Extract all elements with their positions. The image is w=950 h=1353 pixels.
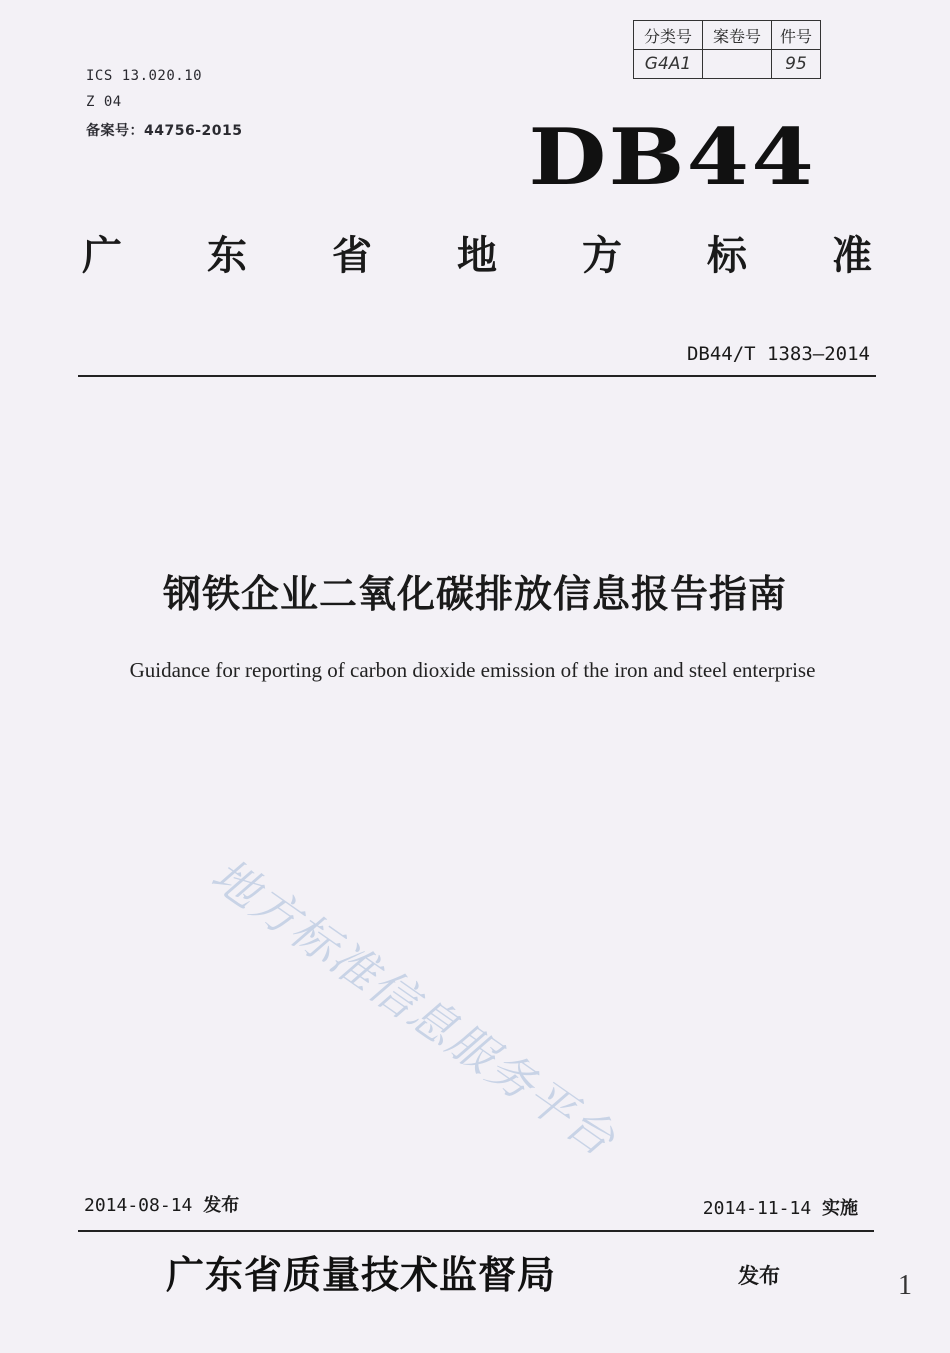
top-divider bbox=[78, 375, 876, 377]
filing-value-item: 95 bbox=[772, 50, 821, 79]
heading-char: 东 bbox=[207, 232, 247, 279]
standard-heading bbox=[82, 224, 872, 281]
ics-code: ICS 13.020.10 bbox=[86, 68, 203, 84]
filing-header-item: 件号 bbox=[772, 21, 821, 50]
filing-table-header-row bbox=[634, 21, 821, 50]
issue-date-label: 发布 bbox=[203, 1195, 240, 1216]
heading-char: 准 bbox=[832, 232, 872, 279]
issuer-suffix: 发布 bbox=[738, 1263, 780, 1288]
bottom-divider bbox=[78, 1230, 874, 1232]
standard-number: DB44/T 1383—2014 bbox=[686, 343, 870, 365]
issue-date-value: 2014-08-14 bbox=[84, 1195, 193, 1216]
issue-date bbox=[84, 1191, 239, 1217]
heading-char: 广 bbox=[82, 232, 122, 279]
category-code: Z 04 bbox=[86, 94, 122, 110]
filing-value-file bbox=[703, 50, 772, 79]
implement-date-value: 2014-11-14 bbox=[702, 1198, 812, 1219]
heading-char: 方 bbox=[582, 232, 622, 279]
filing-header-file: 案卷号 bbox=[703, 21, 772, 50]
issuer-name: 广东省质量技术监督局 bbox=[166, 1252, 557, 1297]
filing-table-value-row bbox=[634, 50, 821, 79]
watermark: 地方标准信息服务平台 bbox=[201, 847, 627, 1167]
page-number: 1 bbox=[898, 1270, 912, 1301]
heading-char: 标 bbox=[707, 232, 747, 279]
document-title-en: Guidance for reporting of carbon dioxide emission of the iron and steel enterprise bbox=[129, 658, 816, 682]
record-number: 备案号：44756-2015 bbox=[86, 123, 243, 139]
implement-date-label: 实施 bbox=[822, 1198, 858, 1219]
db44-logo: DB44 bbox=[528, 112, 816, 203]
filing-value-class: G4A1 bbox=[634, 50, 703, 79]
heading-char: 省 bbox=[332, 232, 372, 279]
implement-date bbox=[703, 1194, 858, 1220]
heading-char: 地 bbox=[457, 232, 497, 279]
filing-table bbox=[633, 20, 821, 79]
document-title-cn: 钢铁企业二氧化碳排放信息报告指南 bbox=[162, 572, 787, 616]
filing-header-class: 分类号 bbox=[634, 21, 703, 50]
